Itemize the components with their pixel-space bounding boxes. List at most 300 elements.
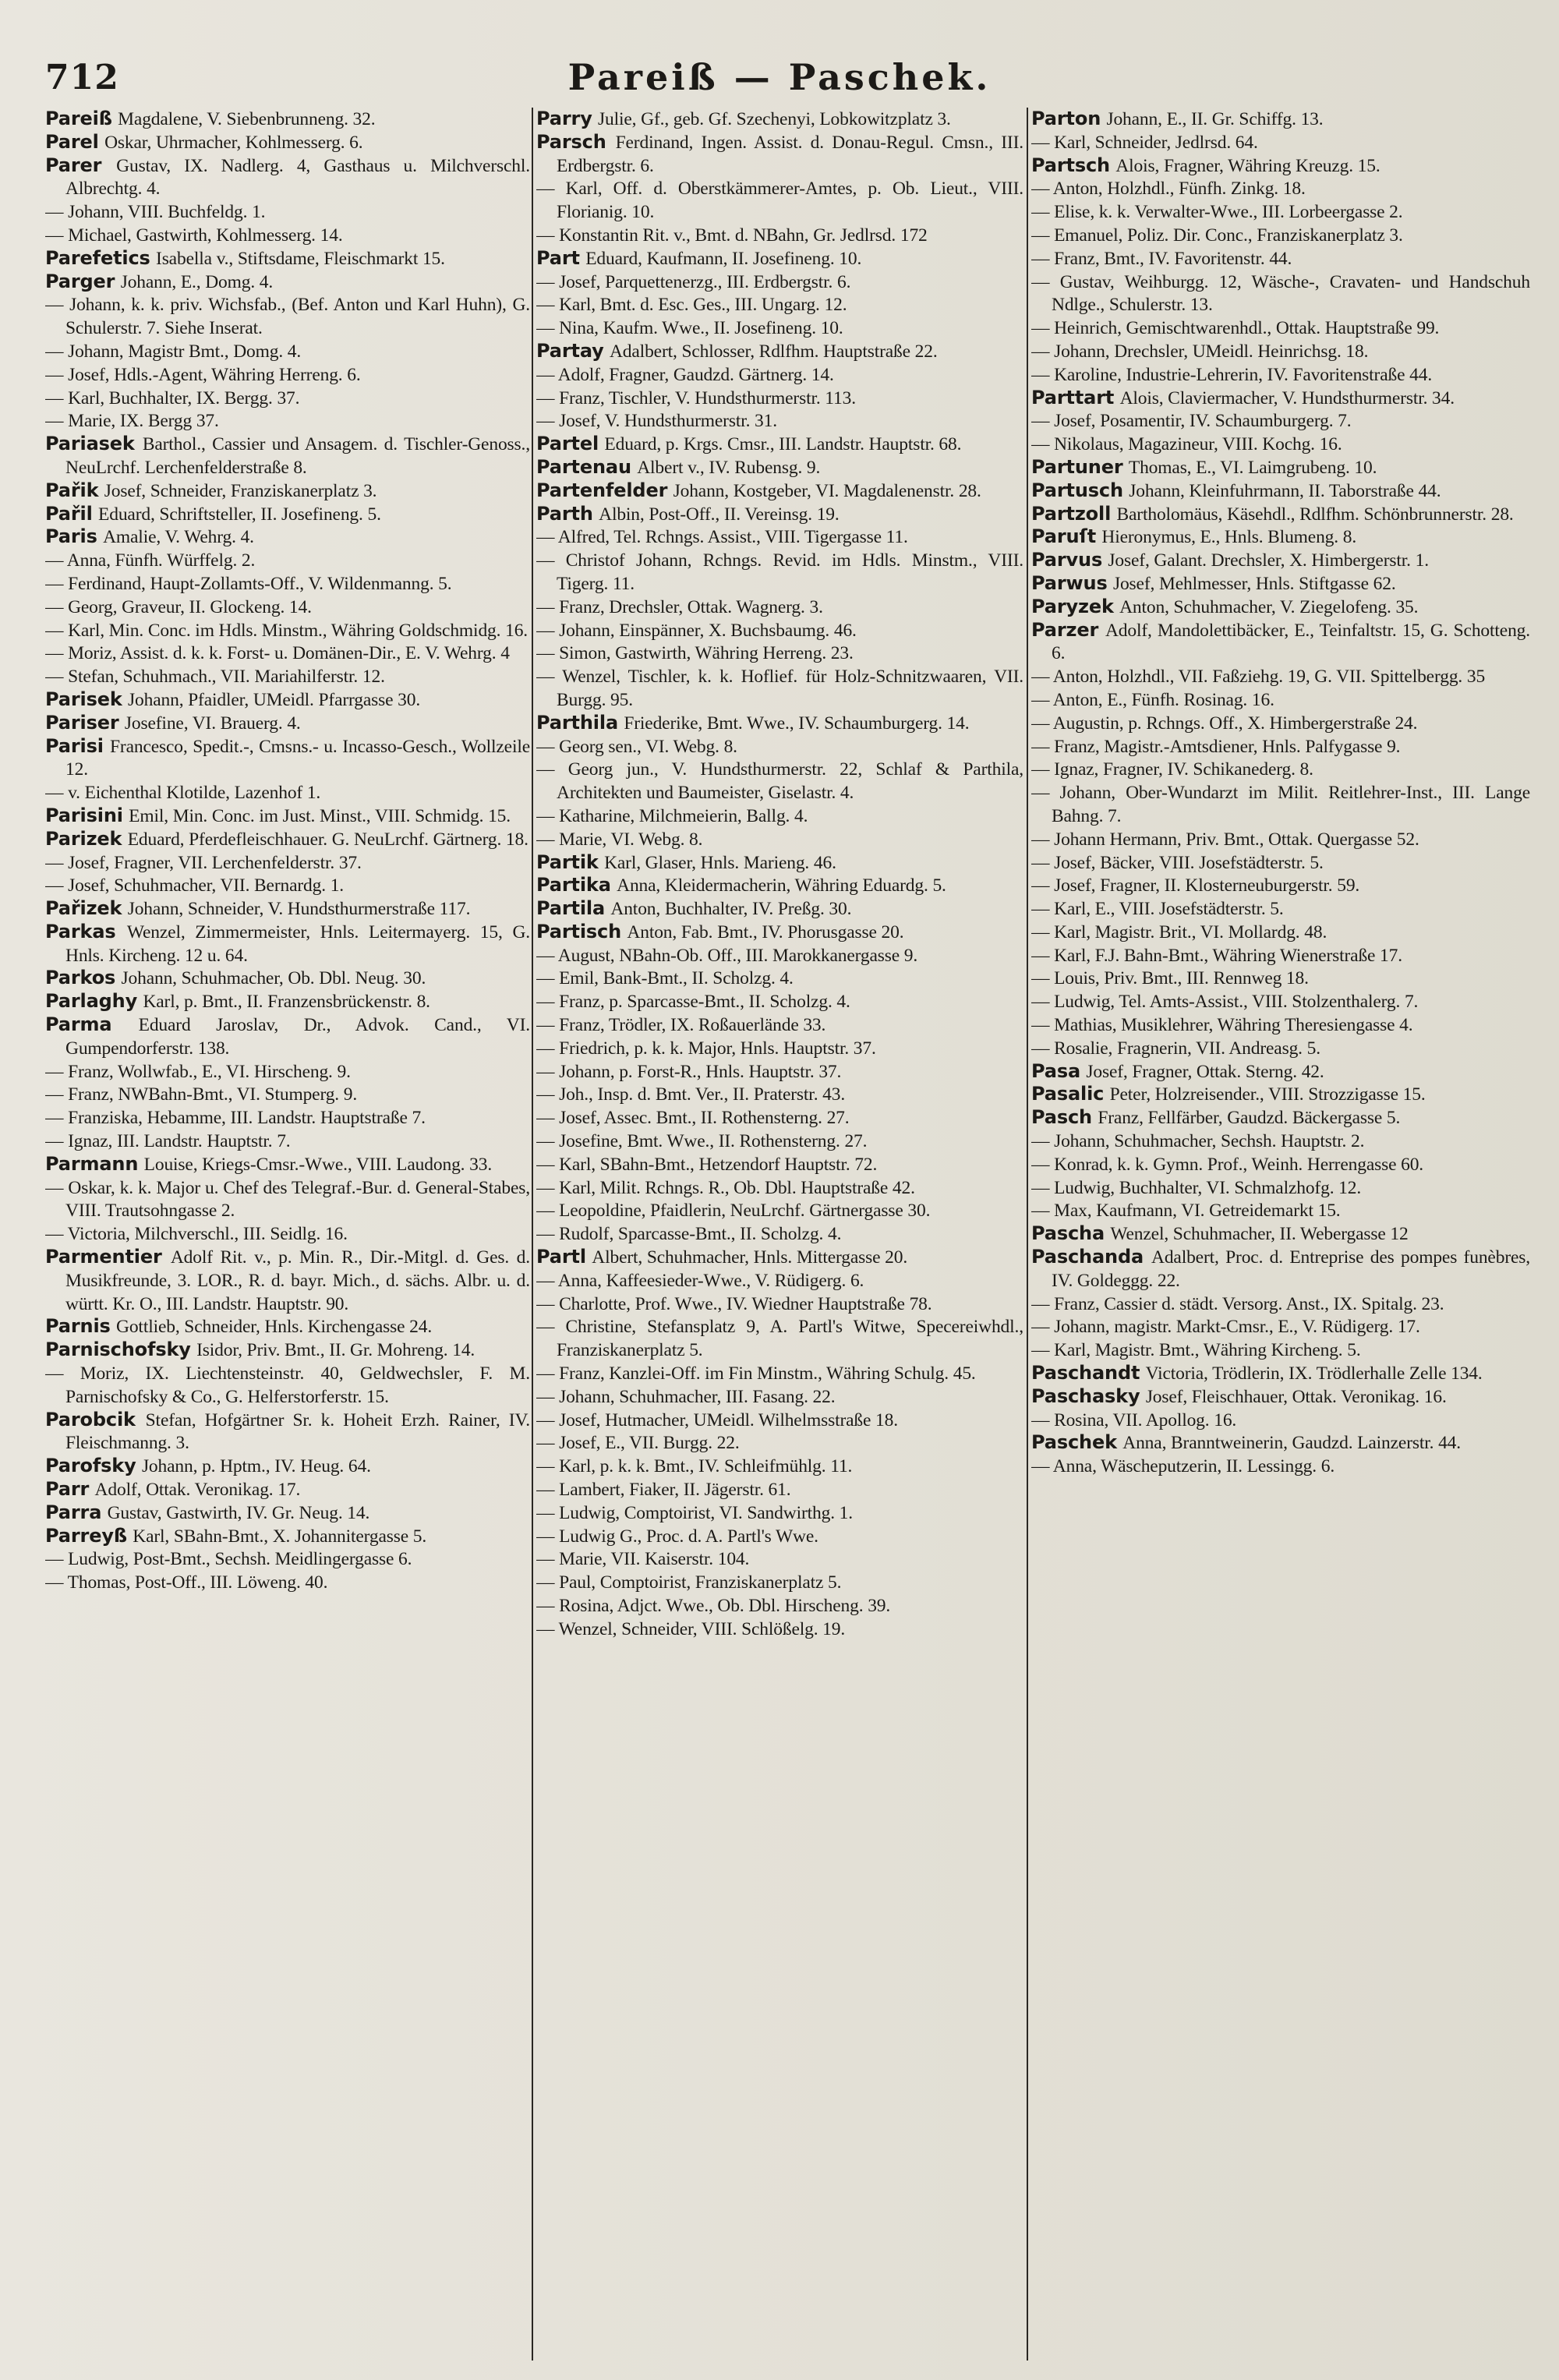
directory-entry [45, 851, 530, 875]
entry-details: Karl, Glaser, Hnls. Marieng. 46. [604, 852, 836, 873]
entry-surname: Partl [536, 1246, 586, 1268]
entry-surname: Paschasky [1031, 1385, 1140, 1407]
entry-details: — Charlotte, Prof. Wwe., IV. Wiedner Hauptstraße 78. [536, 1293, 932, 1314]
directory-entry [45, 1571, 530, 1594]
entry-details: — Leopoldine, Pfaidlerin, NeuLrchf. Gärtnergasse 30. [536, 1201, 931, 1222]
column-divider [532, 108, 533, 2361]
directory-entry [45, 805, 530, 828]
entry-details: Eduard, Schriftsteller, II. Josefineng. 5. [98, 504, 381, 525]
directory-entry [1031, 1037, 1530, 1060]
directory-entry [45, 108, 530, 131]
directory-entry [45, 1106, 530, 1130]
entry-details: — Karl, p. k. k. Bmt., IV. Schleifmühlg. 11. [536, 1456, 853, 1477]
entry-surname: Paschek [1031, 1431, 1117, 1454]
entry-details: — Karoline, Industrie-Lehrerin, IV. Favoritenstraße 44. [1031, 364, 1433, 385]
entry-details: Adalbert, Schlosser, Rdlfhm. Hauptstraße 22. [609, 341, 938, 362]
entry-details: — Franz, Bmt., IV. Favoritenstr. 44. [1031, 248, 1292, 269]
directory-entry [536, 805, 1023, 828]
entry-details: — Adolf, Fragner, Gaudzd. Gärtnerg. 14. [536, 364, 834, 385]
entry-details: — Nikolaus, Magazineur, VIII. Kochg. 16. [1031, 434, 1342, 455]
directory-entry [1031, 340, 1530, 363]
entry-details: — Nina, Kaufm. Wwe., II. Josefineng. 10. [536, 318, 843, 339]
entry-surname: Partay [536, 339, 604, 362]
entry-surname: Parzer [1031, 618, 1099, 641]
directory-entry [45, 1246, 530, 1315]
entry-details: — Mathias, Musiklehrer, Währing Theresiengasse 4. [1031, 1015, 1413, 1036]
directory-entry [45, 525, 530, 549]
directory-entry [1031, 525, 1530, 549]
entry-surname: Partuner [1031, 455, 1123, 478]
entry-columns [45, 108, 1530, 2361]
entry-surname: Partila [536, 897, 606, 920]
column-1 [45, 108, 530, 2361]
directory-entry [45, 1315, 530, 1339]
directory-entry [536, 1547, 1023, 1571]
entry-surname: Pasalic [1031, 1083, 1105, 1105]
entry-details: — Wenzel, Schneider, VIII. Schlößelg. 19. [536, 1618, 846, 1639]
directory-entry [1031, 479, 1530, 503]
entry-details: — Josef, Assec. Bmt., II. Rothensterng. 27. [536, 1108, 850, 1129]
entry-details: — Friedrich, p. k. k. Major, Hnls. Hauptstr. 37. [536, 1038, 876, 1059]
entry-details: — Josef, Fragner, II. Klosterneuburgerstr. 59. [1031, 875, 1360, 896]
directory-entry [1031, 990, 1530, 1013]
directory-entry [1031, 1409, 1530, 1432]
entry-details: — Ferdinand, Haupt-Zollamts-Off., V. Wildenmanng. 5. [45, 573, 452, 594]
entry-details: Hieronymus, E., Hnls. Blumeng. 8. [1101, 527, 1357, 548]
entry-details: — Anna, Fünfh. Würffelg. 2. [45, 550, 256, 571]
entry-details: — Lambert, Fiaker, II. Jägerstr. 61. [536, 1480, 791, 1501]
entry-surname: Parreyß [45, 1524, 127, 1547]
directory-entry [1031, 1199, 1530, 1222]
entry-details: — Franz, p. Sparcasse-Bmt., II. Scholzg. 4. [536, 992, 850, 1013]
entry-details: — Karl, Milit. Rchngs. R., Ob. Dbl. Hauptstraße 42. [536, 1177, 915, 1198]
directory-entry [536, 758, 1023, 805]
entry-surname: Partusch [1031, 479, 1123, 501]
entry-surname: Parmentier [45, 1246, 162, 1268]
directory-entry [1031, 665, 1530, 688]
entry-details: — Simon, Gastwirth, Währing Herreng. 23. [536, 643, 854, 664]
directory-entry [1031, 1246, 1530, 1293]
entry-surname: Parnis [45, 1315, 111, 1338]
directory-entry [1031, 712, 1530, 735]
directory-entry [45, 247, 530, 271]
entry-details: — Augustin, p. Rchngs. Off., X. Himbergerstraße 24. [1031, 713, 1418, 734]
entry-details: — Karl, Bmt. d. Esc. Ges., III. Ungarg. 12. [536, 295, 847, 316]
entry-details: Karl, SBahn-Bmt., X. Johannitergasse 5. [133, 1526, 427, 1547]
directory-entry [536, 665, 1023, 712]
entry-details: — Anna, Kaffeesieder-Wwe., V. Rüdigerg. 6. [536, 1270, 864, 1291]
directory-entry [536, 1525, 1023, 1548]
entry-details: Johann, E., Domg. 4. [120, 271, 274, 292]
entry-details: — Georg sen., VI. Webg. 8. [536, 736, 737, 757]
directory-entry [45, 897, 530, 921]
directory-entry [536, 177, 1023, 224]
directory-entry [45, 874, 530, 897]
entry-details: — Anna, Wäscheputzerin, II. Lessingg. 6. [1031, 1456, 1335, 1477]
entry-details: — Josef, Schuhmacher, VII. Bernardg. 1. [45, 875, 345, 896]
entry-details: Victoria, Trödlerin, IX. Trödlerhalle Zelle 134. [1145, 1363, 1483, 1385]
entry-details: — Anton, E., Fünfh. Rosinag. 16. [1031, 689, 1274, 710]
directory-entry [536, 1037, 1023, 1060]
directory-entry [45, 154, 530, 201]
directory-entry [536, 735, 1023, 759]
entry-details: Adolf, Ottak. Veronikag. 17. [94, 1480, 301, 1501]
entry-details: — Marie, VII. Kaiserstr. 104. [536, 1549, 750, 1570]
directory-entry [1031, 131, 1530, 154]
directory-entry [1031, 688, 1530, 712]
entry-surname: Paris [45, 525, 97, 548]
entry-surname: Partik [536, 851, 599, 873]
entry-surname: Parisi [45, 734, 104, 757]
directory-entry [45, 131, 530, 154]
entry-details: — Franziska, Hebamme, III. Landstr. Hauptstraße 7. [45, 1108, 426, 1129]
entry-details: — Georg jun., V. Hundsthurmerstr. 22, Schlaf & Parthila, Architekten und Baumeister, Giselastr. 4. [536, 759, 1023, 804]
directory-entry [536, 1594, 1023, 1618]
entry-details: Johann, Kostgeber, VI. Magdalenenstr. 28. [673, 480, 981, 501]
directory-entry [536, 317, 1023, 340]
entry-details: — Heinrich, Gemischtwarenhdl., Ottak. Hauptstraße 99. [1031, 318, 1440, 339]
directory-entry [45, 596, 530, 619]
entry-surname: Parnischofsky [45, 1339, 191, 1361]
directory-entry [45, 1013, 530, 1060]
directory-entry [536, 1362, 1023, 1385]
entry-details: Stefan, Hofgärtner Sr. k. Hoheit Erzh. Rainer, IV. Fleischmanng. 3. [65, 1409, 530, 1454]
entry-details: — Ludwig, Comptoirist, VI. Sandwirthg. 1. [536, 1502, 853, 1523]
entry-details: Johann, Schneider, V. Hundsthurmerstraße 117. [127, 899, 471, 920]
directory-entry [1031, 224, 1530, 247]
directory-entry [45, 572, 530, 596]
directory-entry [45, 990, 530, 1013]
directory-entry [1031, 1455, 1530, 1478]
entry-details: — August, NBahn-Ob. Off., III. Marokkanergasse 9. [536, 945, 918, 966]
entry-details: — Rosina, VII. Apollog. 16. [1031, 1409, 1237, 1430]
directory-entry [45, 1409, 530, 1455]
directory-entry [45, 921, 530, 967]
directory-entry [536, 828, 1023, 851]
directory-entry [1031, 1222, 1530, 1246]
directory-entry [536, 897, 1023, 921]
entry-details: — Emil, Bank-Bmt., II. Scholzg. 4. [536, 968, 794, 989]
entry-surname: Parkas [45, 920, 116, 942]
entry-surname: Parer [45, 154, 102, 176]
entry-details: Josef, Mehlmesser, Hnls. Stiftgasse 62. [1112, 573, 1396, 594]
entry-details: — Gustav, Weihburgg. 12, Wäsche-, Cravaten- und Handschuh Ndlge., Schulerstr. 13. [1031, 271, 1530, 316]
directory-entry [536, 944, 1023, 967]
directory-entry [536, 874, 1023, 897]
directory-entry [536, 503, 1023, 526]
entry-details: — Paul, Comptoirist, Franziskanerplatz 5. [536, 1572, 842, 1593]
entry-surname: Parvus [1031, 549, 1103, 571]
entry-details: — Max, Kaufmann, VI. Getreidemarkt 15. [1031, 1201, 1341, 1222]
entry-details: — Franz, Kanzlei-Off. im Fin Minstm., Währing Schulg. 45. [536, 1363, 976, 1385]
entry-details: Wenzel, Zimmermeister, Hnls. Leitermayerg. 15, G. Hnls. Kircheng. 12 u. 64. [65, 921, 530, 966]
directory-entry [536, 1176, 1023, 1200]
entry-details: Wenzel, Schuhmacher, II. Webergasse 12 [1110, 1224, 1409, 1245]
column-2 [536, 108, 1023, 2361]
entry-details: — Johann, magistr. Markt-Cmsr., E., V. Rüdigerg. 17. [1031, 1317, 1420, 1338]
directory-entry [536, 1409, 1023, 1432]
directory-entry [536, 1315, 1023, 1362]
entry-details: Alois, Claviermacher, V. Hundsthurmerstr. 34. [1119, 387, 1455, 408]
entry-details: Josef, Schneider, Franziskanerplatz 3. [104, 480, 377, 501]
entry-details: — Josef, Fragner, VII. Lerchenfelderstr. 37. [45, 852, 362, 873]
entry-surname: Parobcik [45, 1408, 136, 1430]
entry-surname: Parwus [1031, 571, 1108, 594]
directory-entry [45, 433, 530, 479]
entry-surname: Parger [45, 270, 115, 292]
directory-entry [45, 967, 530, 990]
directory-entry [536, 433, 1023, 456]
directory-entry [1031, 1060, 1530, 1084]
entry-surname: Parth [536, 502, 593, 525]
entry-details: Ferdinand, Ingen. Assist. d. Donau-Regul. Cmsn., III. Erdbergstr. 6. [557, 132, 1023, 176]
entry-details: Adolf Rit. v., p. Min. R., Dir.-Mitgl. d. Ges. d. Musikfreunde, 3. LOR., R. d. bayr. Mich., d. sächs. Albr. u. d. württ. Kr. O., III. Landstr. Hauptstr. 90. [65, 1247, 530, 1314]
directory-entry [536, 1431, 1023, 1455]
entry-details: — Ludwig, Post-Bmt., Sechsh. Meidlingergasse 6. [45, 1549, 412, 1570]
entry-details: — Louis, Priv. Bmt., III. Rennweg 18. [1031, 968, 1309, 989]
entry-details: — Stefan, Schuhmach., VII. Mariahilferstr. 12. [45, 667, 385, 688]
entry-details: Isidor, Priv. Bmt., II. Gr. Mohreng. 14. [196, 1340, 475, 1361]
entry-surname: Pařik [45, 479, 99, 501]
entry-details: — Johann, Schuhmacher, Sechsh. Hauptstr. 2. [1031, 1131, 1365, 1152]
directory-entry [1031, 177, 1530, 200]
directory-entry [1031, 944, 1530, 967]
directory-entry [1031, 1385, 1530, 1409]
directory-entry [536, 1618, 1023, 1641]
directory-entry [536, 619, 1023, 642]
entry-details: — Elise, k. k. Verwalter-Wwe., III. Lorbeergasse 2. [1031, 202, 1403, 223]
directory-entry [45, 1455, 530, 1478]
directory-entry [45, 387, 530, 410]
entry-surname: Parofsky [45, 1455, 136, 1477]
entry-surname: Partsch [1031, 154, 1110, 176]
entry-details: — Karl, Magistr. Bmt., Währing Kircheng. 5. [1031, 1340, 1361, 1361]
entry-details: Josef, Galant. Drechsler, X. Himbergerstr. 1. [1108, 550, 1429, 571]
directory-entry [536, 1060, 1023, 1084]
directory-entry [45, 1176, 530, 1223]
entry-details: — Alfred, Tel. Rchngs. Assist., VIII. Tigergasse 11. [536, 527, 908, 548]
entry-details: Albert v., IV. Rubensg. 9. [637, 457, 821, 478]
directory-entry [536, 409, 1023, 433]
directory-entry [1031, 108, 1530, 131]
entry-surname: Parr [45, 1478, 90, 1501]
directory-entry [536, 1153, 1023, 1176]
entry-details: Julie, Gf., geb. Gf. Szechenyi, Lobkowitzplatz 3. [598, 109, 951, 129]
entry-details: — Josef, Bäcker, VIII. Josefstädterstr. 5. [1031, 852, 1324, 873]
entry-surname: Paruſt [1031, 525, 1097, 548]
directory-entry [45, 224, 530, 247]
directory-entry [1031, 409, 1530, 433]
directory-entry [536, 1106, 1023, 1130]
entry-details: — Karl, Magistr. Brit., VI. Mollardg. 48. [1031, 921, 1327, 942]
directory-entry [1031, 549, 1530, 572]
entry-surname: Parma [45, 1013, 112, 1036]
directory-entry [1031, 1431, 1530, 1455]
entry-details: — Marie, IX. Bergg 37. [45, 411, 219, 432]
directory-entry [536, 1130, 1023, 1153]
directory-entry [536, 642, 1023, 665]
directory-entry [536, 851, 1023, 875]
entry-details: — Johann, Schuhmacher, III. Fasang. 22. [536, 1386, 836, 1407]
directory-entry [536, 1269, 1023, 1293]
column-3 [1031, 108, 1530, 2361]
directory-entry [1031, 247, 1530, 271]
entry-details: Karl, p. Bmt., II. Franzensbrückenstr. 8. [143, 992, 430, 1013]
entry-surname: Pascha [1031, 1222, 1105, 1245]
entry-surname: Parefetics [45, 246, 150, 269]
directory-entry [45, 642, 530, 665]
entry-details: — Johann, Drechsler, UMeidl. Heinrichsg. 18. [1031, 341, 1369, 362]
entry-details: — Ignaz, Fragner, IV. Schikanederg. 8. [1031, 759, 1313, 780]
entry-details: — Anton, Holzhdl., Fünfh. Zinkg. 18. [1031, 179, 1306, 200]
entry-surname: Parizek [45, 827, 122, 850]
directory-entry [536, 1385, 1023, 1409]
directory-entry [45, 1339, 530, 1362]
entry-details: — Franz, Cassier d. städt. Versorg. Anst., IX. Spitalg. 23. [1031, 1293, 1444, 1314]
entry-surname: Pasa [1031, 1059, 1081, 1082]
directory-entry [45, 1362, 530, 1409]
directory-entry [1031, 1013, 1530, 1037]
page-number: 712 [45, 58, 119, 97]
directory-entry [1031, 572, 1530, 596]
entry-details: — Ludwig G., Proc. d. A. Partl's Wwe. [536, 1526, 818, 1547]
directory-entry [1031, 828, 1530, 851]
directory-entry [45, 1222, 530, 1246]
entry-details: Adolf, Mandolettibäcker, E., Teinfaltstr. 15, G. Schotteng. 6. [1052, 620, 1530, 664]
directory-entry [45, 1153, 530, 1176]
entry-details: Alois, Fragner, Währing Kreuzg. 15. [1115, 155, 1380, 176]
entry-details: Louise, Kriegs-Cmsr.-Wwe., VIII. Laudong. 33. [143, 1154, 493, 1175]
directory-entry [536, 1199, 1023, 1222]
entry-surname: Pařil [45, 502, 93, 525]
directory-entry [45, 688, 530, 712]
directory-entry [536, 293, 1023, 317]
entry-surname: Pařizek [45, 897, 122, 920]
entry-details: — Ludwig, Buchhalter, VI. Schmalzhofg. 12. [1031, 1177, 1362, 1198]
directory-entry [45, 363, 530, 387]
directory-entry [536, 456, 1023, 479]
entry-details: Francesco, Spedit.-, Cmsns.- u. Incasso-Gesch., Wollzeile 12. [65, 736, 530, 780]
directory-entry [1031, 200, 1530, 224]
entry-details: Bartholomäus, Käsehdl., Rdlfhm. Schönbrunnerstr. 28. [1116, 504, 1514, 525]
directory-entry [536, 1246, 1023, 1269]
directory-entry [1031, 897, 1530, 921]
entry-details: Eduard, Kaufmann, II. Josefineng. 10. [585, 248, 862, 269]
running-head: Pareiß — Paschek. [567, 56, 992, 98]
directory-entry [45, 549, 530, 572]
directory-entry [1031, 1293, 1530, 1316]
entry-surname: Parkos [45, 967, 116, 989]
entry-details: — Ignaz, III. Landstr. Hauptstr. 7. [45, 1131, 291, 1152]
directory-entry [1031, 874, 1530, 897]
entry-surname: Parmann [45, 1152, 139, 1175]
directory-entry [45, 503, 530, 526]
directory-entry [45, 1525, 530, 1548]
directory-entry [45, 828, 530, 851]
entry-surname: Paryzek [1031, 595, 1114, 617]
entry-surname: Partisch [536, 920, 622, 942]
directory-entry [536, 1571, 1023, 1594]
entry-details: Oskar, Uhrmacher, Kohlmesserg. 6. [104, 132, 363, 153]
directory-entry [45, 409, 530, 433]
entry-details: — Karl, Schneider, Jedlrsd. 64. [1031, 132, 1258, 153]
entry-details: — Rosalie, Fragnerin, VII. Andreasg. 5. [1031, 1038, 1320, 1059]
entry-details: — Franz, Wollwfab., E., VI. Hirscheng. 9. [45, 1061, 351, 1082]
entry-details: Emil, Min. Conc. im Just. Minst., VIII. Schmidg. 15. [129, 805, 511, 826]
directory-entry [536, 1013, 1023, 1037]
directory-entry [1031, 503, 1530, 526]
entry-details: Friederike, Bmt. Wwe., IV. Schaumburgerg. 14. [624, 713, 970, 734]
directory-entry [536, 131, 1023, 178]
entry-details: — Karl, Buchhalter, IX. Bergg. 37. [45, 387, 300, 408]
directory-entry [536, 1455, 1023, 1478]
entry-surname: Part [536, 246, 580, 269]
directory-entry [45, 1083, 530, 1106]
directory-entry [1031, 271, 1530, 317]
entry-details: — Christof Johann, Rchngs. Revid. im Hdls. Minstm., VIII. Tigerg. 11. [536, 550, 1023, 594]
entry-surname: Parisini [45, 804, 123, 826]
directory-entry [45, 1478, 530, 1501]
entry-surname: Partenfelder [536, 479, 668, 501]
directory-entry [536, 712, 1023, 735]
directory-entry [45, 712, 530, 735]
entry-surname: Partzoll [1031, 502, 1112, 525]
directory-entry [536, 549, 1023, 596]
entry-details: — Christine, Stefansplatz 9, A. Partl's Witwe, Specereiwhdl., Franziskanerplatz 5. [536, 1317, 1023, 1361]
directory-entry [45, 1547, 530, 1571]
directory-entry [536, 340, 1023, 363]
entry-details: Josef, Fleischhauer, Ottak. Veronikag. 16. [1145, 1386, 1447, 1407]
entry-details: — Georg, Graveur, II. Glockeng. 14. [45, 596, 312, 617]
directory-entry [536, 479, 1023, 503]
directory-entry [1031, 735, 1530, 759]
entry-details: — Ludwig, Tel. Amts-Assist., VIII. Stolzenthalerg. 7. [1031, 992, 1419, 1013]
entry-details: — Oskar, k. k. Major u. Chef des Telegraf.-Bur. d. General-Stabes, VIII. Trautsohngasse 2. [45, 1177, 530, 1222]
directory-entry [1031, 758, 1530, 781]
entry-details: — Johann, VIII. Buchfeldg. 1. [45, 202, 266, 223]
entry-details: — Johann, Ober-Wundarzt im Milit. Reitlehrer-Inst., III. Lange Bahng. 7. [1031, 783, 1530, 826]
entry-surname: Pareiß [45, 108, 112, 129]
entry-details: — Josef, Hdls.-Agent, Währing Herreng. 6. [45, 364, 361, 385]
entry-surname: Pasch [1031, 1106, 1092, 1129]
entry-details: — v. Eichenthal Klotilde, Lazenhof 1. [45, 783, 321, 804]
entry-details: — Franz, Drechsler, Ottak. Wagnerg. 3. [536, 596, 823, 617]
entry-details: Albin, Post-Off., II. Vereinsg. 19. [599, 504, 840, 525]
entry-details: — Moriz, IX. Liechtensteinstr. 40, Geldwechsler, F. M. Parnischofsky & Co., G. Helferstorferstr. 15. [45, 1363, 530, 1407]
directory-entry [536, 108, 1023, 131]
entry-details: — Rosina, Adjct. Wwe., Ob. Dbl. Hirscheng. 39. [536, 1596, 891, 1616]
entry-surname: Paschanda [1031, 1246, 1144, 1268]
directory-entry [536, 271, 1023, 294]
directory-entry [1031, 1176, 1530, 1200]
directory-entry [1031, 317, 1530, 340]
entry-details: Johann, p. Hptm., IV. Heug. 64. [141, 1456, 371, 1477]
entry-details: — Franz, Magistr.-Amtsdiener, Hnls. Palfygasse 9. [1031, 736, 1401, 757]
entry-details: — Franz, Tischler, V. Hundsthurmerstr. 113. [536, 387, 856, 408]
directory-entry [1031, 1083, 1530, 1106]
directory-entry [1031, 851, 1530, 875]
entry-details: Gottlieb, Schneider, Hnls. Kirchengasse 24. [116, 1317, 433, 1338]
directory-entry [45, 619, 530, 642]
directory-entry [45, 1501, 530, 1525]
directory-entry [1031, 1130, 1530, 1153]
entry-details: — Josef, Posamentir, IV. Schaumburgerg. 7. [1031, 411, 1352, 432]
entry-details: Eduard Jaroslav, Dr., Advok. Cand., VI. Gumpendorferstr. 138. [65, 1015, 530, 1059]
entry-details: Magdalene, V. Siebenbrunneng. 32. [118, 109, 376, 129]
directory-entry [1031, 921, 1530, 944]
entry-details: — Karl, F.J. Bahn-Bmt., Währing Wienerstraße 17. [1031, 945, 1402, 966]
entry-details: Anna, Branntweinerin, Gaudzd. Lainzerstr. 44. [1122, 1433, 1462, 1454]
